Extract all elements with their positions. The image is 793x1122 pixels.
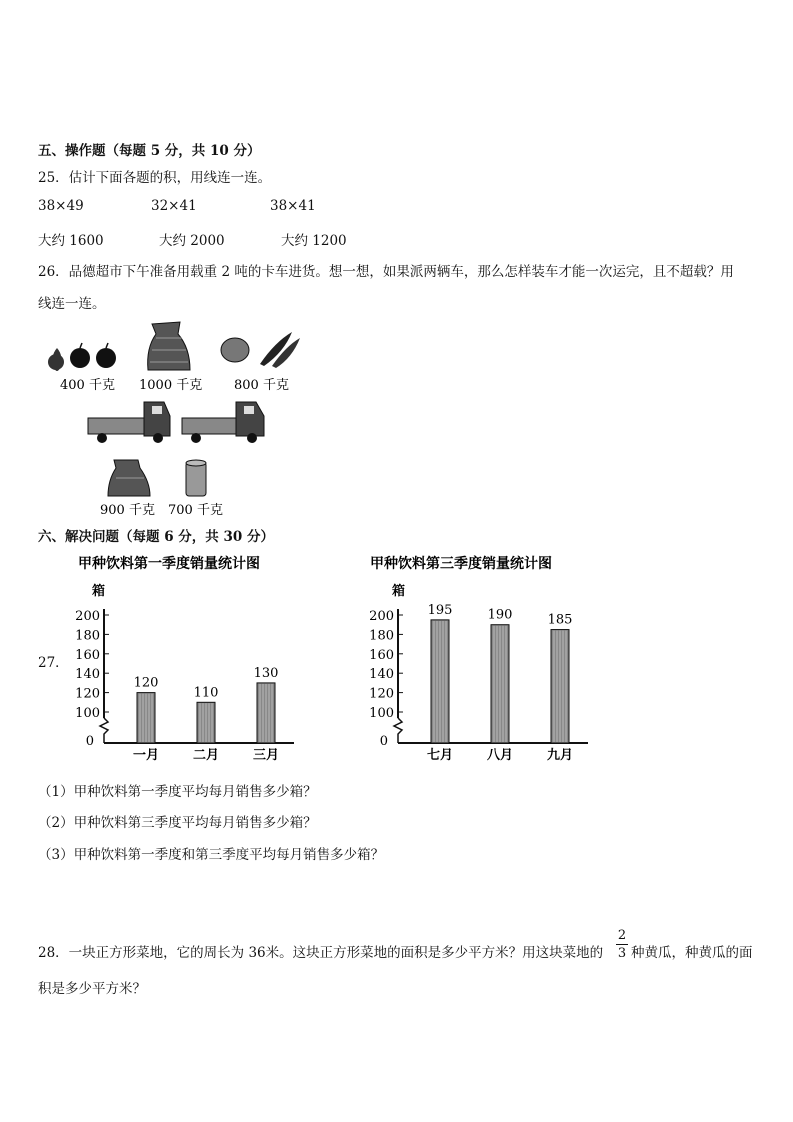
chart1-ytick-label: 140 [75,667,100,683]
barrel-icon [186,460,206,496]
chart1-ylabel: 箱 [92,584,106,599]
q25-approx-3: 大约 1200 [281,233,347,249]
q25-approx-2[interactable]: 大约 2000 [159,233,225,249]
truck-icon-1[interactable] [88,402,170,443]
chart1-data-label: 130 [253,665,279,681]
q27-question-1: （1）甲种饮料第一季度平均每月销售多少箱？ [38,784,317,800]
section5-title: 五、操作题（每题 5 分，共 10 分） [38,143,261,159]
chart2-category-label: 八月 [486,748,514,763]
truck-icon-2[interactable] [182,402,264,443]
chart1-data-label: 110 [193,685,219,701]
chart1-ytick-label: 200 [75,609,100,624]
chart2-ytick-label: 160 [369,647,394,663]
chart-q3-sales [356,550,616,765]
goods-label-400: 400 千克 [60,378,115,393]
q25-expr-1[interactable]: 38×49 [38,198,84,214]
q28-fraction-denominator: 3 [617,946,627,961]
chart2-ytick-label: 0 [379,734,388,749]
chart1-category-label: 一月 [132,748,160,763]
chart2-axis-break [394,718,402,743]
q25-expr-3[interactable]: 38×41 [270,198,316,214]
vegetables-icon [221,332,300,368]
q26-line2: 线连一连。 [38,296,106,312]
chart1-ytick-label: 180 [75,628,100,644]
chart1-ytick-label: 100 [75,706,100,721]
chart1-ytick-label: 160 [75,647,100,663]
chart2-ytick-label: 120 [369,686,394,702]
chart2-data-label: 195 [427,602,453,618]
chart2-ytick-label: 180 [369,628,394,644]
chart2-category-label: 九月 [546,748,574,763]
chart2-ylabel: 箱 [392,584,406,599]
chart1-axis-break [100,718,108,743]
q27-question-3: （3）甲种饮料第一季度和第三季度平均每月销售多少箱？ [38,847,385,863]
chart2-data-label: 185 [547,612,573,628]
chart1-title: 甲种饮料第一季度销量统计图 [78,556,260,572]
q28-fraction-numerator: 2 [617,928,627,943]
q25-expr-2[interactable]: 32×41 [151,198,197,214]
chart2-ytick-label: 140 [369,667,394,683]
chart1-category-label: 二月 [192,748,220,763]
q28-line1-b: 种黄瓜，种黄瓜的面 [631,945,753,961]
chart1-ytick-label: 120 [75,686,100,702]
chart1-data-label: 120 [133,675,159,691]
fruit-icon [48,343,116,371]
q27-number: 27． [38,655,69,671]
q26-line1: 26．品德超市下午准备用载重 2 吨的卡车进货。想一想，如果派两辆车，那么怎样装车才能一次运完，且不超载？用 [38,264,734,280]
goods-label-700: 700 千克 [168,503,223,518]
chart1-ytick-label: 0 [85,734,94,749]
chart2-ytick-label: 100 [369,706,394,721]
q27-question-2: （2）甲种饮料第三季度平均每月销售多少箱？ [38,815,317,831]
q25-approx-1[interactable]: 大约 1600 [38,233,104,249]
chart2-category-label: 七月 [426,748,454,763]
chart2-ytick-label: 200 [369,609,394,624]
chart2-title: 甲种饮料第三季度销量统计图 [370,556,552,572]
goods-label-1000: 1000 千克 [139,378,203,393]
q25-text: 25．估计下面各题的积，用线连一连。 [38,170,272,186]
sack-icon [148,322,190,370]
goods-label-900: 900 千克 [100,503,155,518]
goods-illustration [40,318,320,518]
goods-label-800: 800 千克 [234,378,289,393]
bag-icon [108,460,150,496]
q28-line1-a: 28．一块正方形菜地，它的周长为 36米。这块正方形菜地的面积是多少平方米？用这块菜地的 [38,945,604,961]
chart-q1-sales [62,550,322,765]
section6-title: 六、解决问题（每题 6 分，共 30 分） [38,529,274,545]
q28-fraction [616,928,628,961]
q28-line2: 积是多少平方米？ [38,981,146,997]
chart1-category-label: 三月 [252,748,280,763]
chart2-data-label: 190 [487,607,513,623]
